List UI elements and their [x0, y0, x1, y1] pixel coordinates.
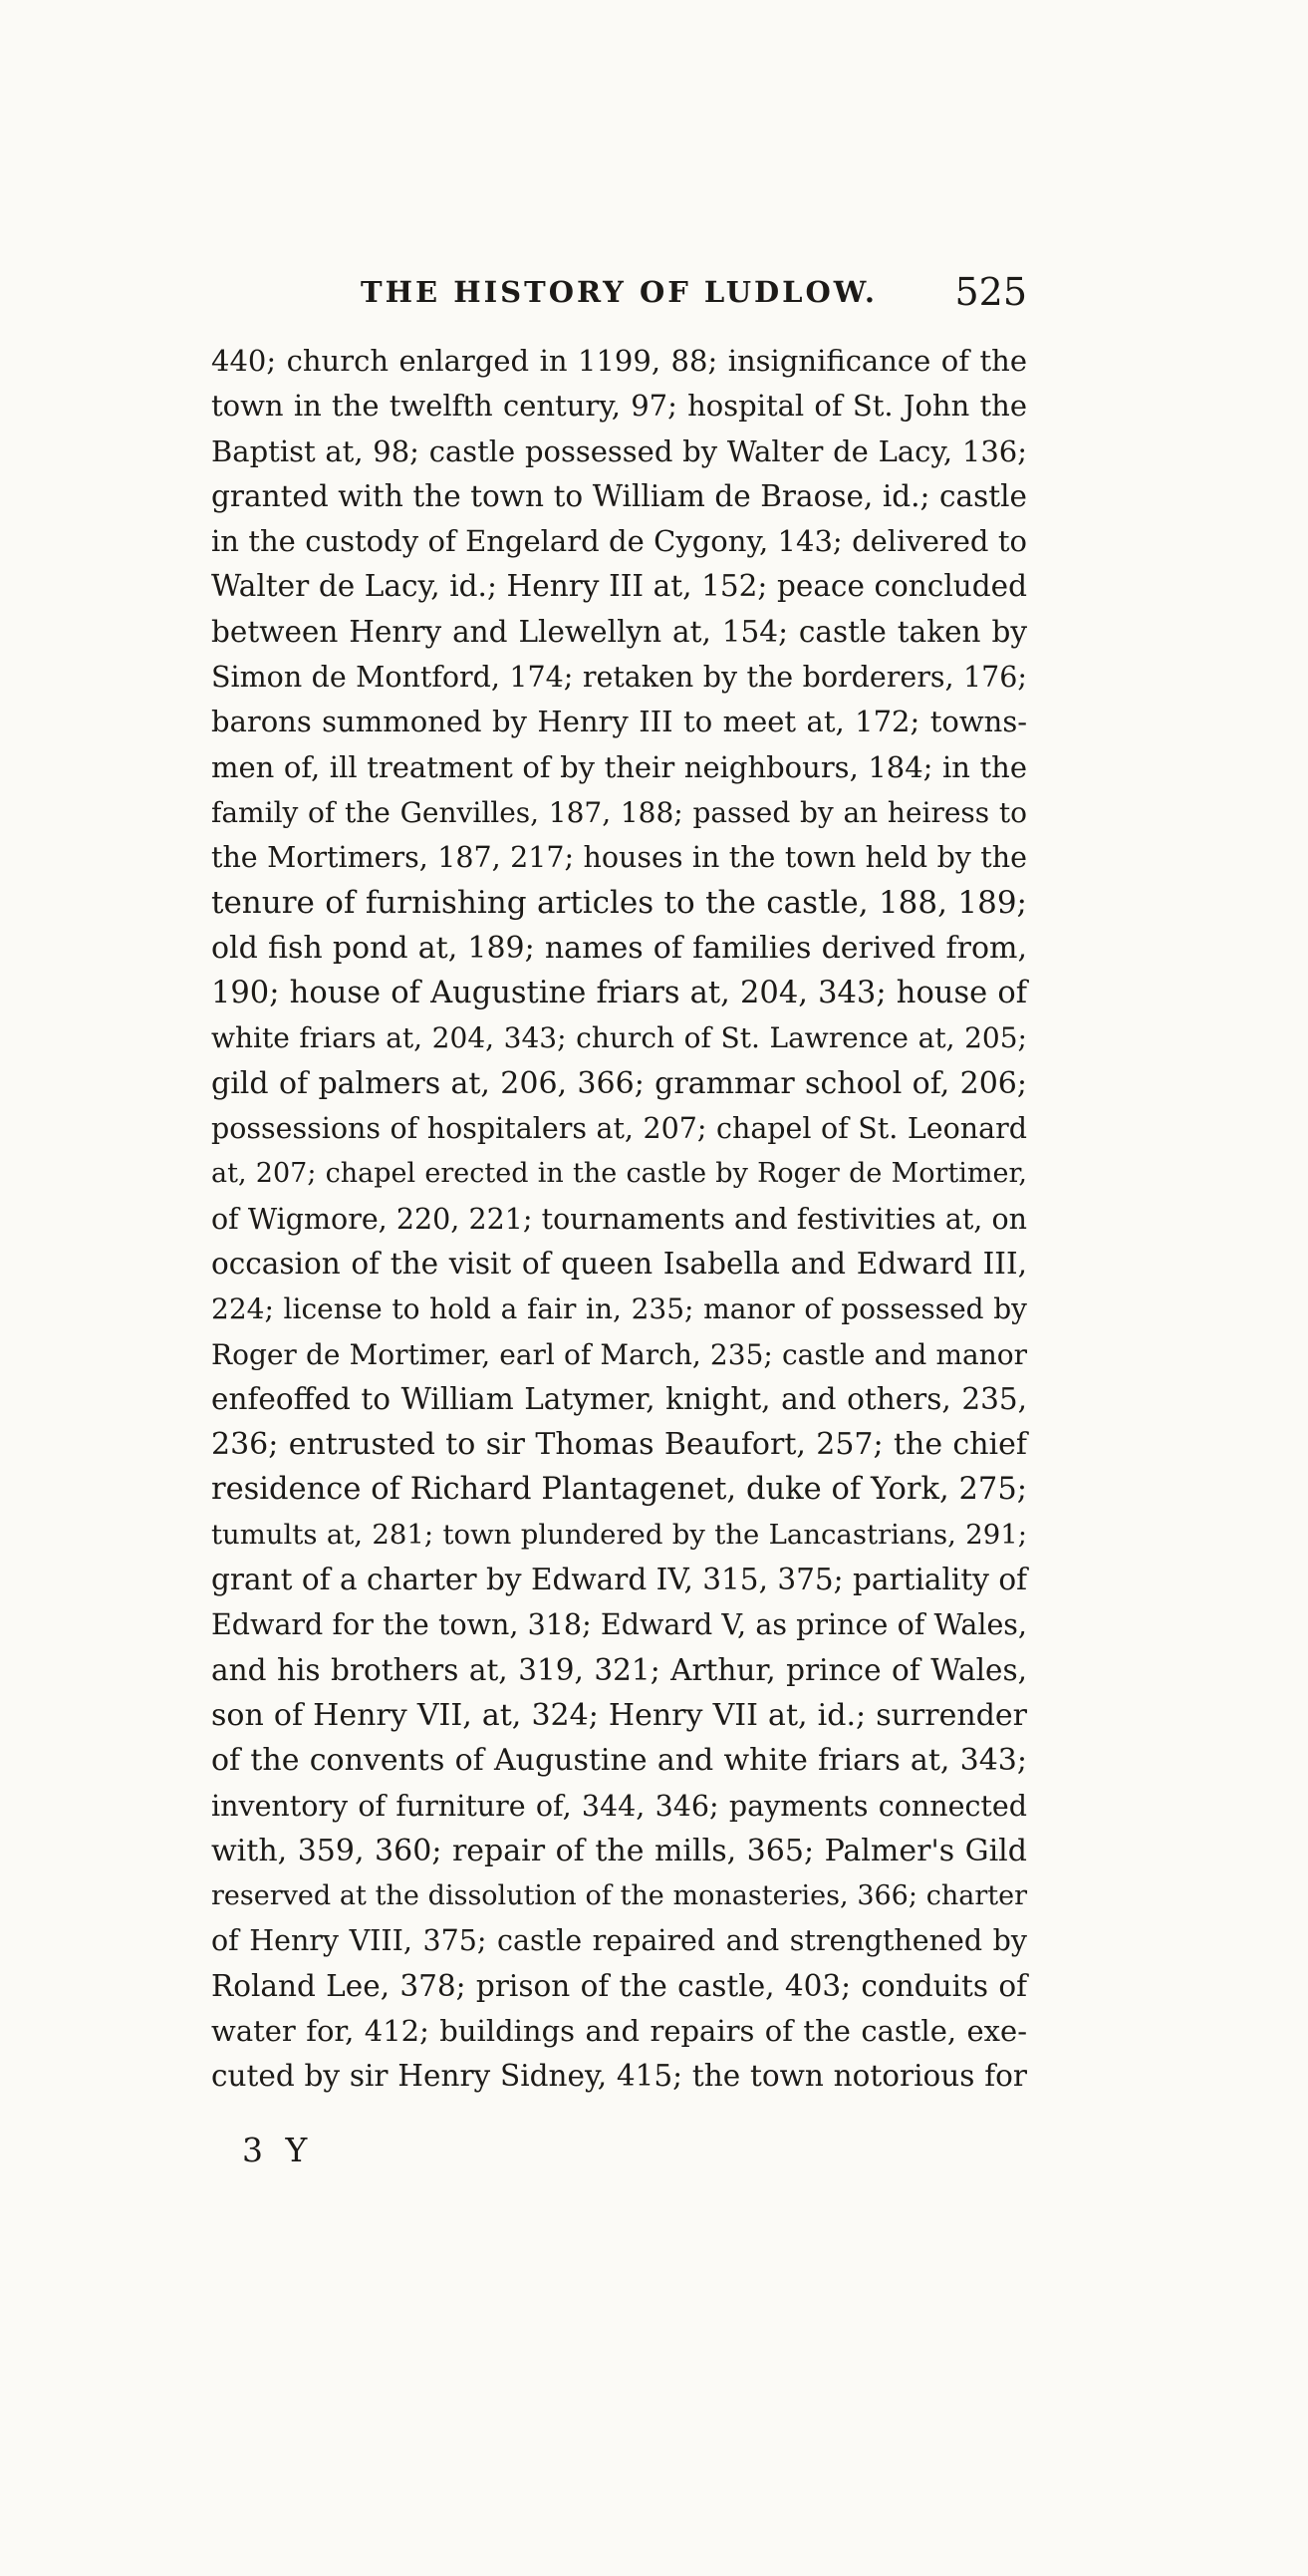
text-line: inventory of furniture of, 344, 346; payments connected [211, 1789, 1027, 1823]
index-text-block [211, 339, 1027, 2100]
text-line: the Mortimers, 187, 217; houses in the town held by the [211, 841, 1027, 875]
text-line: possessions of hospitalers at, 207; chapel of St. Leonard [211, 1112, 1027, 1146]
text-line: of Henry VIII, 375; castle repaired and strengthened by [211, 1924, 1027, 1958]
page-header [211, 267, 1027, 317]
text-line: Roger de Mortimer, earl of March, 235; castle and manor [211, 1337, 1027, 1371]
text-line: family of the Genvilles, 187, 188; passed by an heiress to [211, 795, 1027, 829]
text-line: cuted by sir Henry Sidney, 415; the town notorious for [211, 2059, 1027, 2094]
text-line: Simon de Montford, 174; retaken by the borderers, 176; [211, 661, 1027, 695]
text-line: with, 359, 360; repair of the mills, 365; Palmer's Gild [211, 1833, 1027, 1868]
text-line: son of Henry VII, at, 324; Henry VII at, id.; surrender [211, 1697, 1027, 1733]
text-line: Baptist at, 98; castle possessed by Walter de Lacy, 136; [211, 433, 1027, 468]
text-line: water for, 412; buildings and repairs of the castle, exe- [211, 2013, 1027, 2048]
text-line: old fish pond at, 189; names of families derived from, [211, 930, 1027, 966]
text-line: Walter de Lacy, id.; Henry III at, 152; peace concluded [211, 569, 1027, 604]
text-line: men of, ill treatment of by their neighbours, 184; in the [211, 749, 1027, 784]
text-line: 236; entrusted to sir Thomas Beaufort, 257; the chief [211, 1427, 1027, 1463]
text-line: barons summoned by Henry III to meet at, 172; towns- [211, 705, 1027, 739]
text-line: 190; house of Augustine friars at, 204, 343; house of [211, 976, 1027, 1011]
text-line: of the convents of Augustine and white friars at, 343; [211, 1743, 1027, 1779]
text-line: white friars at, 204, 343; church of St. Lawrence at, 205; [211, 1021, 1027, 1055]
text-line: tenure of furnishing articles to the castle, 188, 189; [211, 884, 1027, 921]
text-line: 224; license to hold a fair in, 235; manor of possessed by [211, 1292, 1027, 1326]
text-line: occasion of the visit of queen Isabella and Edward III, [211, 1246, 1027, 1281]
text-line: granted with the town to William de Braose, id.; castle [211, 478, 1027, 513]
text-line: Edward for the town, 318; Edward V, as prince of Wales, [211, 1608, 1027, 1642]
text-line: enfeoffed to William Latymer, knight, and others, 235, [211, 1381, 1027, 1416]
text-line: residence of Richard Plantagenet, duke of York, 275; [211, 1472, 1027, 1508]
signature-mark: 3 Y [242, 2131, 314, 2169]
text-line: grant of a charter by Edward IV, 315, 375; partiality of [211, 1563, 1027, 1597]
text-line: 440; church enlarged in 1199, 88; insignificance of the [211, 344, 1027, 378]
text-line: tumults at, 281; town plundered by the Lancastrians, 291; [211, 1518, 1027, 1551]
page-number: 525 [954, 270, 1027, 314]
running-title: THE HISTORY OF LUDLOW. [361, 275, 878, 309]
text-line: gild of palmers at, 206, 366; grammar school of, 206; [211, 1065, 1027, 1101]
text-line: in the custody of Engelard de Cygony, 143; delivered to [211, 524, 1027, 559]
text-line: Roland Lee, 378; prison of the castle, 403; conduits of [211, 1968, 1027, 2003]
text-line: between Henry and Llewellyn at, 154; castle taken by [211, 614, 1027, 649]
text-line: town in the twelfth century, 97; hospital of St. John the [211, 389, 1027, 424]
text-line: and his brothers at, 319, 321; Arthur, prince of Wales, [211, 1652, 1027, 1687]
text-line: of Wigmore, 220, 221; tournaments and festivities at, on [211, 1202, 1027, 1236]
text-line: reserved at the dissolution of the monasteries, 366; charter [211, 1880, 1027, 1912]
text-line: at, 207; chapel erected in the castle by Roger de Mortimer, [211, 1158, 1027, 1190]
